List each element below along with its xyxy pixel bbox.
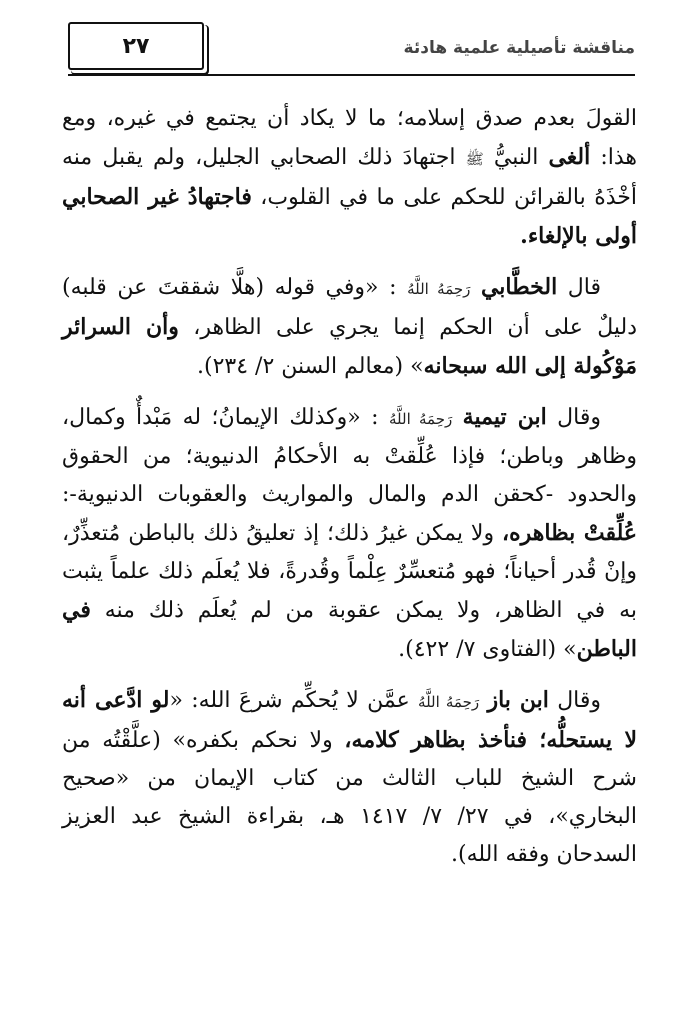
header-divider (68, 74, 635, 76)
text-run: » (معالم السنن ٢/ ٢٣٤). (197, 354, 424, 379)
text-run: اجتهادَ ذلك الصحابي الجليل، ولم يقبل منه أخْذَهُ بالقرائن للحكم على ما في القلوب، (62, 145, 637, 210)
text-run: : «وفي قوله (هلَّا شققتَ عن قلبه) دليلٌ على أن الحكم إنما يجري على الظاهر، (62, 275, 637, 340)
paragraph-3 (62, 398, 637, 669)
honorific-glyph: رَحِمَهُ اللَّهُ (389, 410, 453, 428)
text-run: ولا يمكن غيرُ ذلك؛ إذ تعليقُ ذلك بالباطن مُتعذِّرٌ، وإنْ قُدر أحياناً؛ فهو مُتعسِّرٌ عِلْماً وقُدرةً، فلا يُعلَم ذلك علماً يثبت به في الظاهر، ولا يمكن عقوبة من لم يُعلَم ذلك منه (62, 521, 637, 623)
scholar-name: ابن باز (487, 687, 549, 713)
bold-text: في الباطن (62, 597, 637, 662)
bold-text: ألغى (548, 144, 591, 170)
page-header (60, 16, 635, 78)
scholar-name: ابن تيمية (462, 404, 547, 430)
text-run: النبيُّ (483, 145, 549, 170)
honorific-glyph: رَحِمَهُ اللَّهُ (407, 280, 471, 298)
text-run: » (الفتاوى ٧/ ٤٢٢). (398, 637, 577, 662)
text-run: عمَّن لا يُحكِّم شرعَ الله: « (169, 688, 419, 713)
text-run: وقال (546, 405, 601, 430)
bold-text: فاجتهادُ غير الصحابي أولى بالإلغاء. (62, 184, 637, 249)
bold-text: عُلِّقتْ بظاهره، (502, 520, 637, 546)
scholar-name: الخطَّابي (480, 274, 558, 300)
text-run: ولا نحكم بكفره» (علَّقْتُه من شرح الشيخ للباب الثالث من كتاب الإيمان من «صحيح البخاري»، في ٢٧/ ٧/ ١٤١٧ هـ، بقراءة الشيخ عبد العزيز السدحان وفقه الله). (62, 728, 637, 867)
honorific-glyph: رَحِمَهُ اللَّهُ (418, 693, 480, 711)
text-run: : «وكذلك الإيمانُ؛ له مَبْدأٌ وكمال، وظاهر وباطن؛ فإذا عُلِّقتْ به الأحكامُ الدنيوية؛ من الحقوق والحدود -كحقن الدم والمال والمواريث والعقوبات الدنيوية-: (62, 405, 637, 507)
paragraph-2 (62, 268, 637, 386)
bold-text: وأن السرائر مَوْكُولة إلى الله سبحانه (62, 314, 637, 379)
text-run: قال (557, 275, 601, 300)
running-title: مناقشة تأصيلية علمية هادئة (403, 38, 635, 58)
paragraph-1 (62, 100, 637, 256)
bold-text: لو ادَّعى أنه لا يستحلُّه؛ فنأخذ بظاهر كلامه، (62, 687, 637, 753)
honorific-glyph: ﷺ (465, 150, 484, 168)
page-body (62, 100, 637, 886)
page-number: ٢٧ (68, 22, 204, 70)
text-run: وقال (548, 688, 602, 713)
text-run: القولَ بعدم صدق إسلامه؛ ما لا يكاد أن يجتمع في غيره، ومع هذا: (62, 106, 638, 170)
paragraph-4 (62, 681, 637, 874)
